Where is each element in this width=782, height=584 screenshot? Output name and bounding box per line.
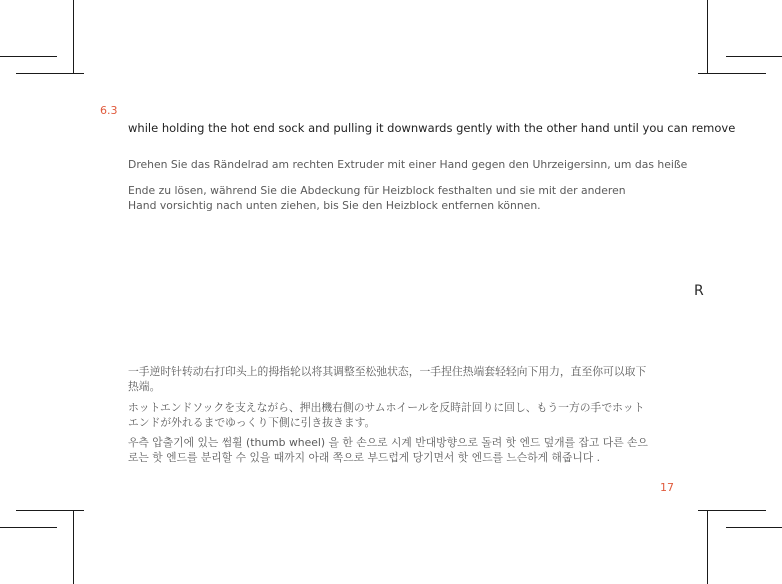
instruction-german-line-1: Drehen Sie das Rändelrad am rechten Extruder mit einer Hand gegen den Uhrzeigersinn, um das heiße xyxy=(128,158,688,171)
crop-mark xyxy=(16,73,84,74)
crop-mark xyxy=(698,73,766,74)
crop-mark xyxy=(73,0,74,73)
page-number: 17 xyxy=(660,481,674,494)
crop-mark xyxy=(0,527,57,528)
crop-mark xyxy=(707,510,708,584)
crop-mark xyxy=(726,56,782,57)
instruction-german-line-2: Ende zu lösen, während Sie die Abdeckung für Heizblock festhalten und sie mit der anderen Hand vorsichtig nach unten ziehen, bis Sie den Heizblock entfernen können. xyxy=(128,184,626,212)
crop-mark xyxy=(707,0,708,73)
side-label: R xyxy=(694,283,704,299)
instruction-korean: 우측 압출기에 있는 썸휠 (thumb wheel) 을 한 손으로 시계 반대방향으로 돌려 핫 엔드 덮개를 잡고 다른 손으로는 핫 엔드를 분리할 수 있을 때까지 아래 쪽으로 부드럽게 당기면서 핫 엔드를 느슨하게 해줍니다 . xyxy=(128,436,648,464)
crop-mark xyxy=(698,510,766,511)
crop-mark xyxy=(0,56,57,57)
crop-mark xyxy=(726,527,782,528)
instruction-chinese: 一手逆时针转动右打印头上的拇指轮以将其调整至松弛状态，一手捏住热端套轻轻向下用力，直至你可以取下热端。 xyxy=(128,365,647,393)
instruction-japanese: ホットエンドソックを支えながら、押出機右側のサムホイールを反時計回りに回し、もう一方の手でホットエンドが外れるまでゆっくり下側に引き抜きます。 xyxy=(128,401,645,429)
section-number: 6.3 xyxy=(100,104,118,117)
crop-mark xyxy=(73,510,74,584)
instruction-english: while holding the hot end sock and pulling it downwards gently with the other hand until you can remove xyxy=(128,121,736,135)
crop-mark xyxy=(16,510,84,511)
